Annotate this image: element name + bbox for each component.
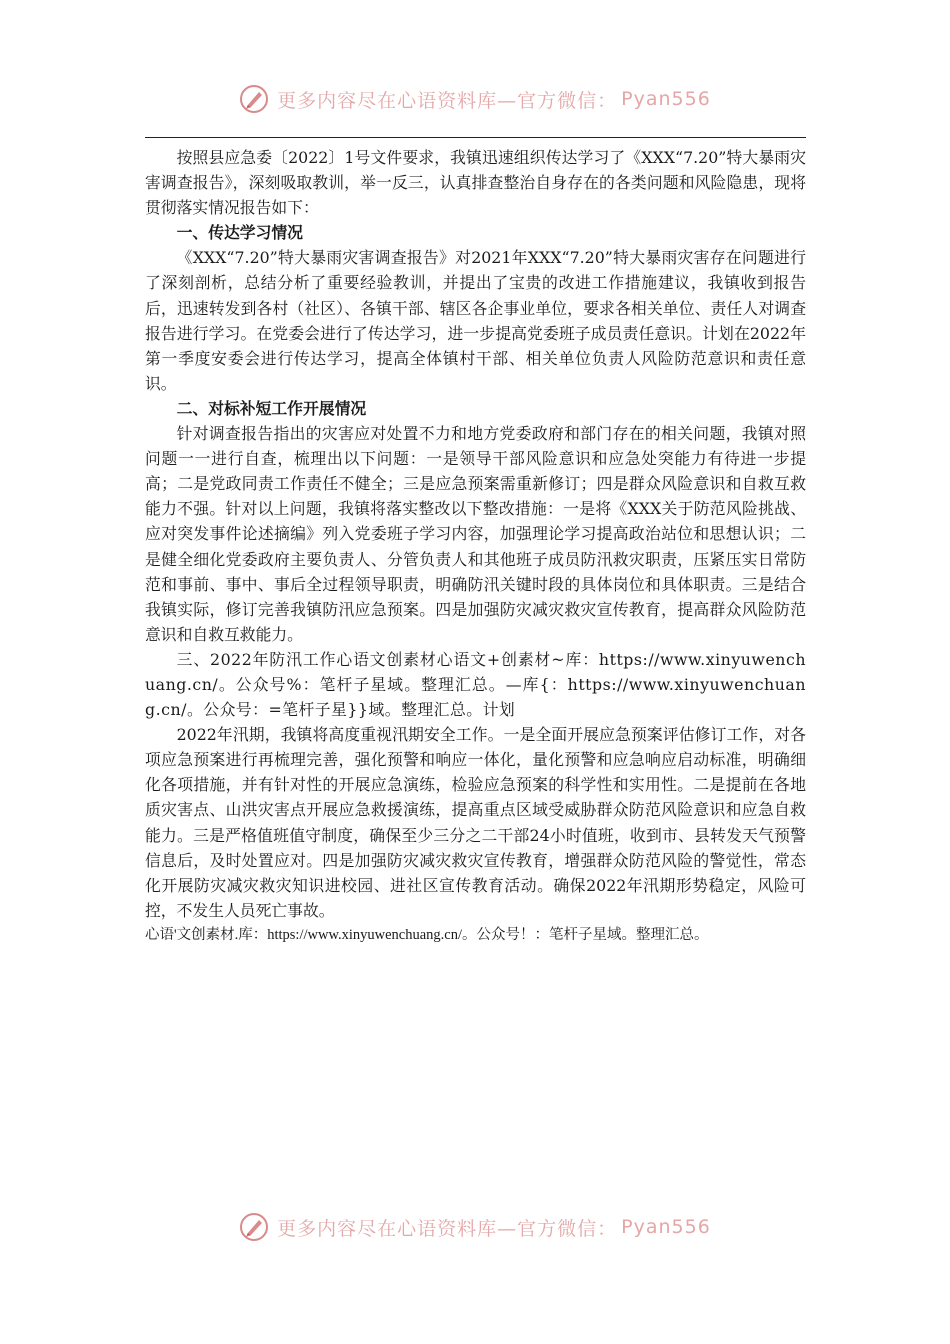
section2-paragraph: 针对调查报告指出的灾害应对处置不力和地方党委政府和部门存在的相关问题，我镇对照问题一一进行自查，梳理出以下问题：一是领导干部风险意识和应急处突能力有待进一步提高；二是党政同责工作责任不健全；三是应急预案需重新修订；四是群众风险意识和自救互救能力不强。针对以上问题，我镇将落实整改以下整改措施：一是将《XXX关于防范风险挑战、应对突发事件论述摘编》列入党委班子学习内容，加强理论学习提高政治站位和思想认识；二是健全细化党委政府主要负责人、分管负责人和其他班子成员防汛救灾职责，压紧压实日常防范和事前、事中、事后全过程领导职责，明确防汛关键时段的具体岗位和具体职责。三是结合我镇实际，修订完善我镇防汛应急预案。四是加强防灾减灾救灾宣传教育，提高群众风险防范意识和自救互救能力。 [145, 424, 806, 644]
banner-wechat-id: Pyan556 [621, 88, 711, 110]
section1-heading: 一、传达学习情况 [176, 223, 303, 243]
footer-banner [0, 1212, 950, 1242]
section2-heading: 二、对标补短工作开展情况 [176, 398, 367, 418]
banner-text: 更多内容尽在心语资料库—官方微信： [277, 1217, 618, 1240]
intro-paragraph: 按照县应急委〔2022〕1号文件要求，我镇迅速组织传达学习了《XXX“7.20”特大暴雨灾害调查报告》，深刻吸取教训，举一反三，认真排查整治自身存在的各类问题和风险隐患，现将贯彻落实情况报告如下： [145, 148, 806, 218]
section3-paragraph: 2022年汛期，我镇将高度重视汛期安全工作。一是全面开展应急预案评估修订工作，对各项应急预案进行再梳理完善，强化预警和响应一体化，量化预警和应急响应启动标准，明确细化各项措施，并有针对性的开展应急演练，检验应急预案的科学性和实用性。二是提前在各地质灾害点、山洪灾害点开展应急救援演练，提高重点区域受威胁群众防范风险意识和应急自救能力。三是严格值班值守制度，确保至少三分之二干部24小时值班，收到市、县转发天气预警信息后，及时处置应对。四是加强防灾减灾救灾宣传教育，增强群众防范风险的警觉性，常态化开展防灾减灾救灾知识进校园、进社区宣传教育活动。确保2022年汛期形势稳定，风险可控，不发生人员死亡事故。 [145, 725, 806, 920]
pen-logo-icon [239, 84, 269, 114]
document-body [145, 145, 806, 948]
section1-paragraph: 《XXX“7.20”特大暴雨灾害调查报告》对2021年XXX“7.20”特大暴雨灾害存在问题进行了深刻剖析，总结分析了重要经验教训，并提出了宝贵的改进工作措施建议，我镇收到报告后，迅速转发到各村（社区）、各镇干部、辖区各企事业单位，要求各相关单位、责任人对调查报告进行学习。在党委会进行了传达学习，进一步提高党委班子成员责任意识。计划在2022年第一季度安委会进行传达学习，提高全体镇村干部、相关单位负责人风险防范意识和责任意识。 [145, 248, 806, 393]
header-rule [145, 137, 806, 138]
banner-text: 更多内容尽在心语资料库—官方微信： [277, 89, 618, 112]
banner-wechat-id: Pyan556 [621, 1216, 711, 1238]
pen-logo-icon [239, 1212, 269, 1242]
header-banner [0, 84, 950, 114]
section3-heading-line: 三、2022年防汛工作心语文创素材心语文+创素材~库：https://www.xinyuwenchuang.cn/。公众号%：笔杆子星域。整理汇总。—库{：https://www.xinyuwenchuang.cn/。公众号：=笔杆子星}}域。整理汇总。计划 [145, 649, 806, 720]
footer-note: 心语'文创素材.库：https://www.xinyuwenchuang.cn/。公众号！：笔杆子星域。整理汇总。 [145, 926, 709, 943]
